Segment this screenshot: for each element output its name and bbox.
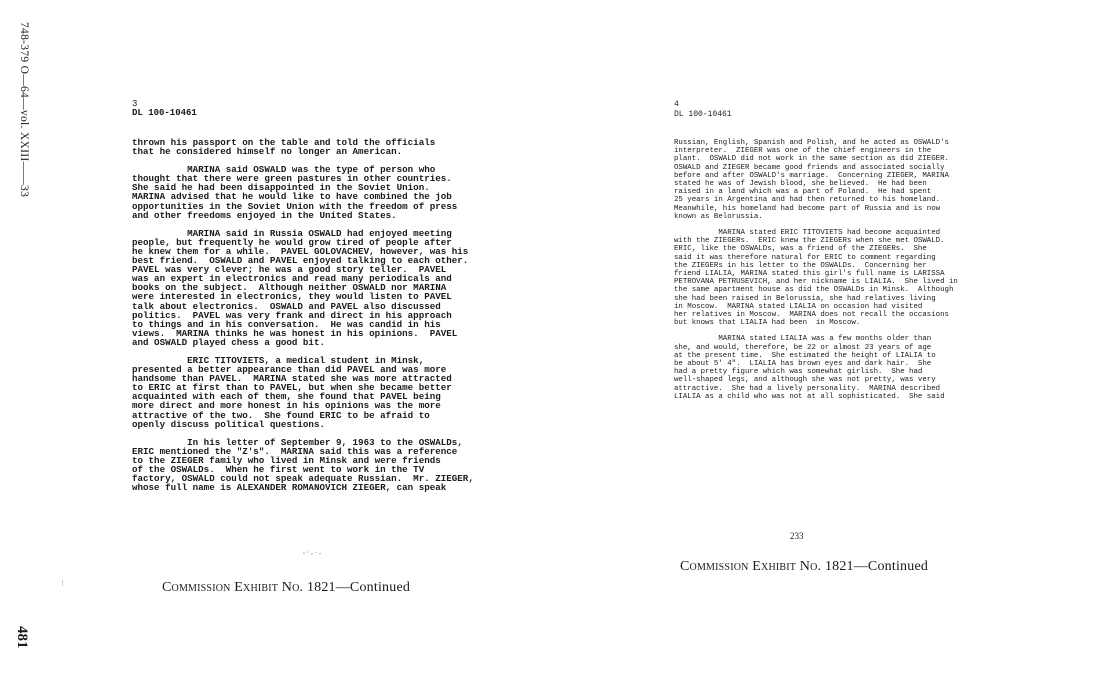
- left-paragraph-2: MARINA said OSWALD was the type of person who thought that there were green pastures in other countries. She said he had been disappointed in the Soviet Union. MARINA advised that he would like to have combined the job opportunities in the Soviet Union with the freedom of press and other freedoms enjoyed in the United States.: [132, 164, 458, 221]
- left-caption-prefix: Commission Exhibit No.: [162, 580, 307, 595]
- ink-smudge: [302, 550, 324, 556]
- volume-page-number: [12, 626, 34, 666]
- left-file-number: DL 100-10461: [132, 108, 197, 118]
- page-folio: 233: [790, 531, 804, 541]
- volume-page-number-text: 481: [14, 626, 30, 649]
- left-exhibit-caption: [162, 580, 410, 596]
- right-file-number: DL 100-10461: [674, 110, 732, 119]
- right-caption-suffix: 1821—Continued: [824, 559, 929, 574]
- left-page-number: 3: [132, 99, 138, 109]
- right-exhibit-caption: [680, 559, 928, 575]
- right-page-number: 4: [674, 100, 679, 109]
- volume-reference-text: 748-379 O—64—vol. XXIII——33: [18, 22, 30, 198]
- right-paragraph-3: MARINA stated LIALIA was a few months older than she, and would, therefore, be 22 or almost 23 years of age at the present time. She estimated the height of LIALIA to be about 5' 4". LIALIA has brown eyes and dark hair. She had a pretty figure which was somewhat girlish. She had well-shaped legs, and although she was not pretty, was very attractive. She had a lively personality. MARINA described LIALIA as a child who was not at all sophisticated. She said: [674, 335, 945, 401]
- left-paragraph-3: MARINA said in Russia OSWALD had enjoyed meeting people, but frequently he would grow tired of people after he knew them for a while. PAVEL GOLOVACHEV, however, was his best friend. OSWALD and PAVEL enjoyed talking to each other. PAVEL was very clever; he was a good story teller. PAVEL was an expert in electronics and read many periodicals and books on the subject. Although neither OSWALD nor MARINA were interested in electronics, they would listen to PAVEL talk about electronics. OSWALD and PAVEL also discussed politics. PAVEL was very frank and direct in his approach to things and in his conversation. He was candid in his views. MARINA thinks he was honest in his opinions. PAVEL and OSWALD played chess a good bit.: [132, 227, 469, 348]
- volume-reference: [14, 22, 34, 222]
- fold-mark: [62, 580, 63, 586]
- left-page-body: [132, 138, 492, 501]
- left-paragraph-1: thrown his passport on the table and told the officials that he considered himself no longer an American.: [132, 137, 436, 158]
- left-caption-suffix: 1821—Continued: [306, 580, 411, 595]
- left-paragraph-5: In his letter of September 9, 1963 to the OSWALDs, ERIC mentioned the "Z's". MARINA said this was a reference to the ZIEGER family who lived in Minsk and were friends of the OSWALDs. When he first went to work in the TV factory, OSWALD could not speak adequate Russian. Mr. ZIEGER, whose full name is ALEXANDER ROMANOVICH ZIEGER, can speak: [132, 436, 474, 494]
- left-paragraph-4: ERIC TITOVIETS, a medical student in Minsk, presented a better appearance than did PAVEL and was more handsome than PAVEL. MARINA stated she was more attracted to ERIC at first than to PAVEL, but when she became better acquainted with each of them, she found that PAVEL being more direct and more honest in his opinions was the more attractive of the two. She found ERIC to be afraid to openly discuss political questions.: [132, 354, 452, 430]
- right-paragraph-1: Russian, English, Spanish and Polish, and he acted as OSWALD's interpreter. ZIEGER was one of the chief engineers in the plant. OSWALD did not work in the same section as did ZIEGER. OSWALD and ZIEGER became good friends and associated socially before and after OSWALD's marriage. Concerning ZIEGER, MARINA stated he was of Jewish blood, she believed. He had been raised in a land which was a part of Poland. He had spent 25 years in Argentina and had then returned to his homeland. Meanwhile, his homeland had become part of Russia and is now known as Belorussia.: [674, 139, 949, 221]
- right-paragraph-2: MARINA stated ERIC TITOVIETS had become acquainted with the ZIEGERs. ERIC knew the ZIEGERs when she met OSWALD. ERIC, like the OSWALDs, was a friend of the ZIEGERs. She said it was therefore natural for ERIC to comment regarding the ZIEGERs in his letter to the OSWALDs. Concerning her friend LIALIA, MARINA stated this girl's full name is LARISSA PETROVANA PETRUSEVICH, and her nickname is LIALIA. She lived in the same apartment house as did the OSWALDs in Minsk. Although she had been raised in Belorussia, she had relatives living in Moscow. MARINA stated LIALIA on occasion had visited her relatives in Moscow. MARINA does not recall the occasions but knows that LIALIA had been in Moscow.: [674, 229, 958, 328]
- right-caption-prefix: Commission Exhibit No.: [680, 559, 825, 574]
- right-page-body: [674, 139, 984, 409]
